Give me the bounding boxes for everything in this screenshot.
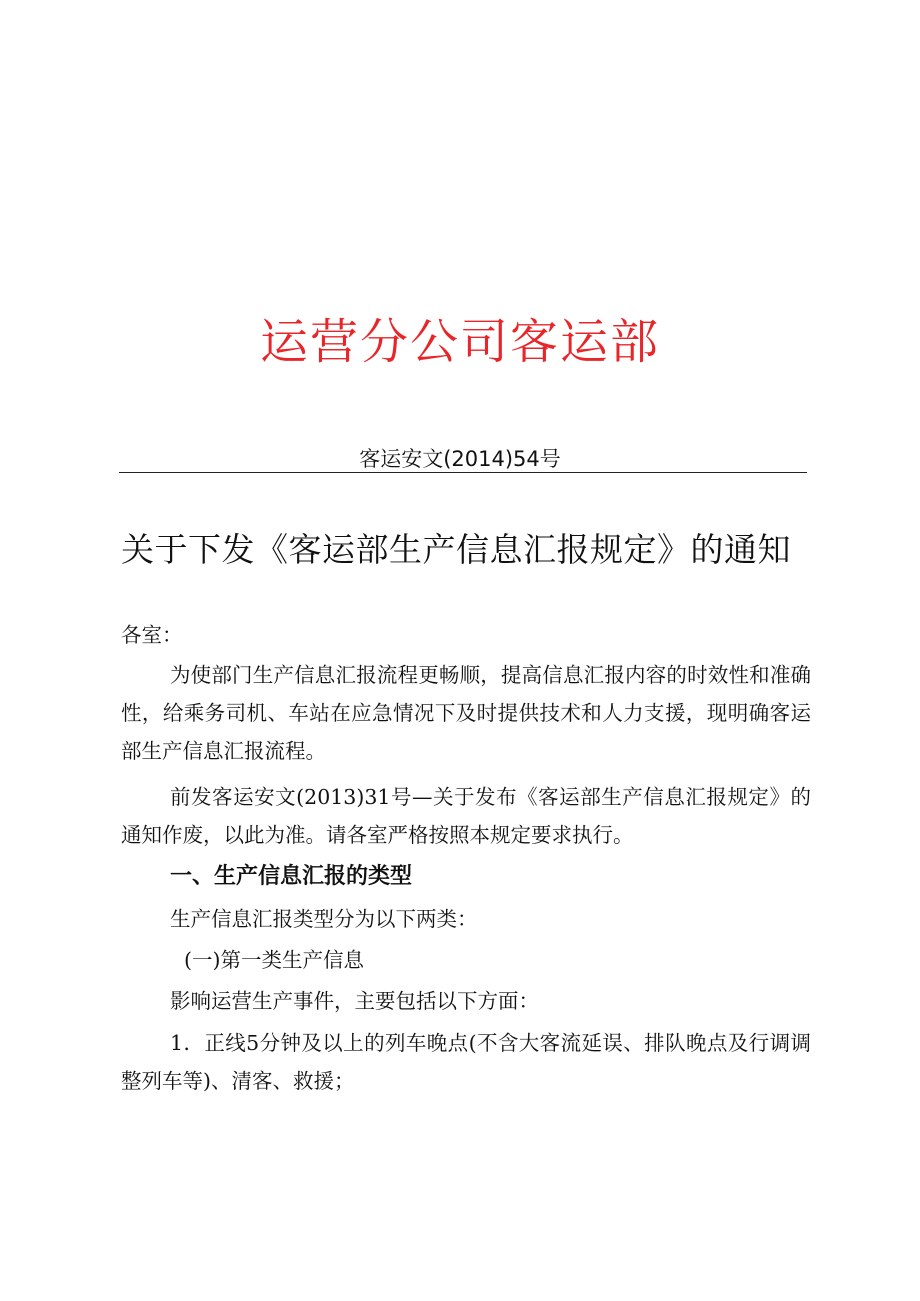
- org-header-title: 运营分公司客运部: [259, 314, 660, 370]
- header-divider-line: [119, 472, 807, 473]
- paragraph-purpose: 为使部门生产信息汇报流程更畅顺，提高信息汇报内容的时效性和准确性，给乘务司机、车站在应急情况下及时提供技术和人力支援，现明确客运部生产信息汇报流程。: [121, 663, 811, 763]
- section-heading-types: 一、生产信息汇报的类型: [170, 864, 413, 889]
- subsection-heading-first-type: (一)第一类生产信息: [184, 948, 364, 972]
- paragraph-supersede: 前发客运安文(2013)31号—关于发布《客运部生产信息汇报规定》的通知作废，以此为准。请各室严格按照本规定要求执行。: [121, 785, 811, 847]
- notice-title: 关于下发《客运部生产信息汇报规定》的通知: [121, 530, 791, 569]
- salutation: 各室：: [121, 623, 183, 647]
- list-item-1: 1．正线5分钟及以上的列车晚点(不含大客流延误、排队晚点及行调调整列车等)、清客、救援；: [121, 1031, 811, 1093]
- document-number: 客运安文(2014)54号: [359, 447, 561, 471]
- paragraph-types-intro: 生产信息汇报类型分为以下两类：: [170, 907, 478, 931]
- paragraph-first-type-intro: 影响运营生产事件，主要包括以下方面：: [170, 989, 539, 1013]
